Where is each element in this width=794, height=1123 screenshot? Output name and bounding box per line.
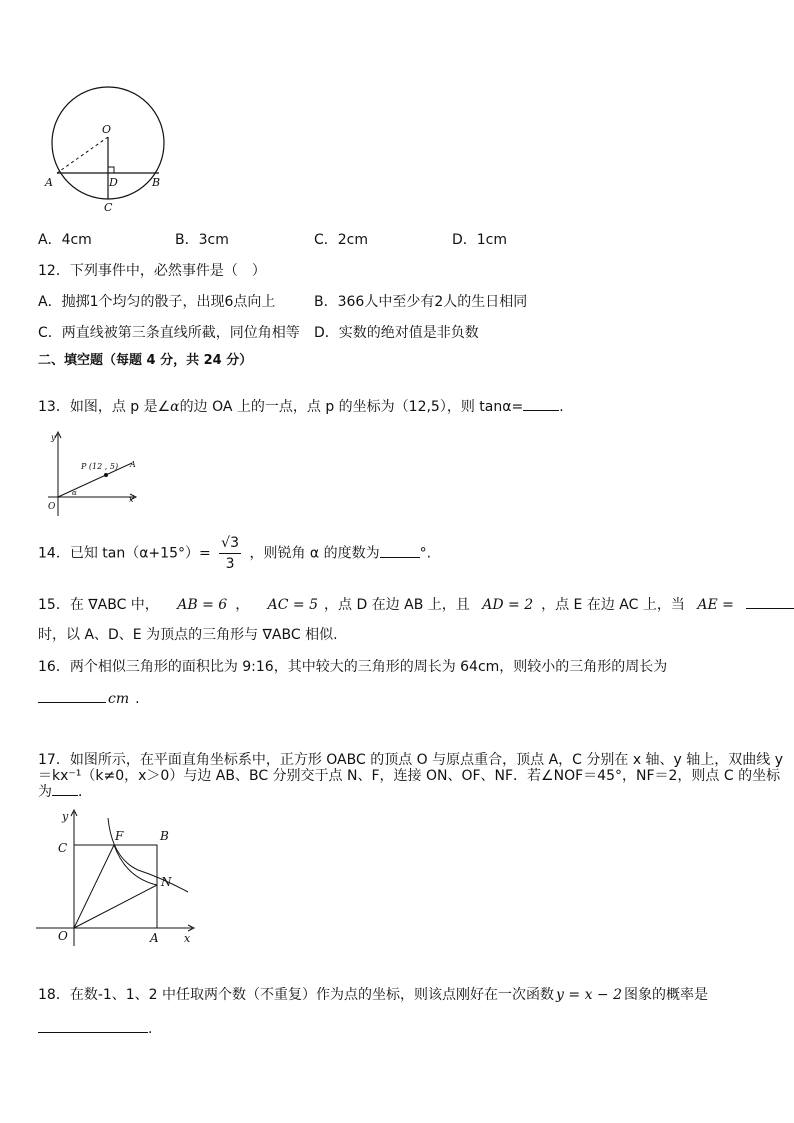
q14-denominator: 3 [225,556,235,572]
label-b: B [160,829,169,843]
label-o: O [102,123,112,136]
label-d: D [109,176,118,189]
square-hyperbola-figure [34,808,198,948]
q17-line1: 17．如图所示，在平面直角坐标系中，正方形 OABC 的顶点 O 与原点重合，顶点 A，C 分别在 x 轴、y 轴上，双曲线 y [38,752,784,768]
label-x: x [184,932,191,945]
label-a: A [130,460,136,469]
q15-line2: 时，以 A、D、E 为顶点的三角形与 ∇ABC 相似. [38,627,338,643]
q12-option-b: B．366人中至少有2人的生日相同 [314,294,528,310]
q15-ab: AB = 6 [177,597,228,613]
q15-line1-a: 15．在 ∇ABC 中， [38,597,159,613]
q15-ac: AC = 5 [267,597,319,613]
q17-line3-a: 为 [38,784,52,800]
q11-option-b: B．3cm [175,232,229,248]
q15-sep1: ， [235,597,250,613]
label-a: A [150,931,159,945]
q16-answer-blank[interactable] [38,688,106,703]
q15-ad: AD = 2 [482,597,534,613]
label-o: O [58,929,68,943]
q16-line1: 16．两个相似三角形的面积比为 9:16，其中较大的三角形的周长为 64cm，则较小的三角形的周长为 [38,659,668,675]
q17-answer-blank[interactable] [52,781,78,796]
q15-answer-blank[interactable] [746,594,794,609]
q18-end: . [148,1021,153,1037]
q12-option-a: A．抛掷1个均匀的骰子，出现6点向上 [38,294,276,310]
label-c: C [104,201,113,214]
q15-ae: AE = [697,597,734,613]
square-oabc [74,845,157,928]
q16-line2 [38,688,140,707]
q13-alpha: α [170,399,180,415]
point-p [104,473,108,477]
q16-end: . [135,691,140,707]
label-p: P (12 , 5) [81,462,119,471]
label-o: O [48,502,56,512]
q12-option-c: C．两直线被第三条直线所截，同位角相等 [38,325,300,341]
q14-answer-blank[interactable] [380,543,420,558]
label-y: y [62,810,69,823]
segment-nf-curve [114,845,157,885]
q16-unit: cm [108,691,130,707]
label-y: y [51,433,56,442]
q14-text-a: 14．已知 tan（α+15°）= [38,545,211,562]
q18-text-b: 图象的概率是 [624,987,709,1003]
q17-line2: ＝kx⁻¹（k≠0，x＞0）与边 AB、BC 分别交于点 N、F，连接 ON、OF、NF．若∠NOF＝45°，NF＝2，则点 C 的坐标 [38,768,781,784]
q11-option-d: D．1cm [452,232,508,248]
q14-numerator: √3 [219,533,241,554]
q13-end: . [559,399,564,415]
q13-text-b: 的边 OA 上的一点，点 p 的坐标为（12,5），则 tanα= [179,399,524,415]
q15-line1-c: ，点 E 在边 AC 上，当 [541,597,685,613]
label-n: N [161,875,172,889]
q14-fraction [219,533,241,574]
label-a: A [45,176,53,189]
dashed-oa [57,137,108,173]
label-f: F [115,829,124,843]
section-heading: 二、填空题（每题 4 分，共 24 分） [38,353,253,368]
segment-on [74,885,157,928]
q14-end: °. [419,545,432,562]
q12-option-d: D．实数的绝对值是非负数 [314,325,479,341]
q11-option-c: C．2cm [314,232,369,248]
q15-line1-b: ，点 D 在边 AB 上，且 [324,597,470,613]
label-b: B [152,176,161,189]
q13-text-a: 13．如图，点 p 是∠ [38,399,171,415]
q18-answer-blank[interactable] [38,1018,148,1033]
circle-chord-figure [40,75,180,215]
q17-end: ． [78,784,92,800]
q11-option-a: A．4cm [38,232,92,248]
angle-figure [44,428,144,520]
q15-line1 [38,594,794,614]
q17-line3 [38,781,92,801]
label-alpha: α [72,489,77,497]
q18-text-a: 18．在数-1、1、2 中任取两个数（不重复）作为点的坐标，则该点刚好在一次函数 [38,987,555,1003]
q18-line1 [38,984,708,1004]
right-angle-mark [108,167,114,173]
q18-function: y = x − 2 [556,987,623,1003]
segment-of [74,845,114,928]
q14-text-b: ，则锐角 α 的度数为 [249,545,380,562]
q13-answer-blank[interactable] [523,396,559,411]
label-c: C [58,841,68,855]
q13-text [38,396,564,416]
q14-text [38,533,431,574]
q18-line2 [38,1018,152,1037]
q12-stem: 12．下列事件中，必然事件是（ ） [38,263,266,279]
label-x: x [129,495,134,504]
